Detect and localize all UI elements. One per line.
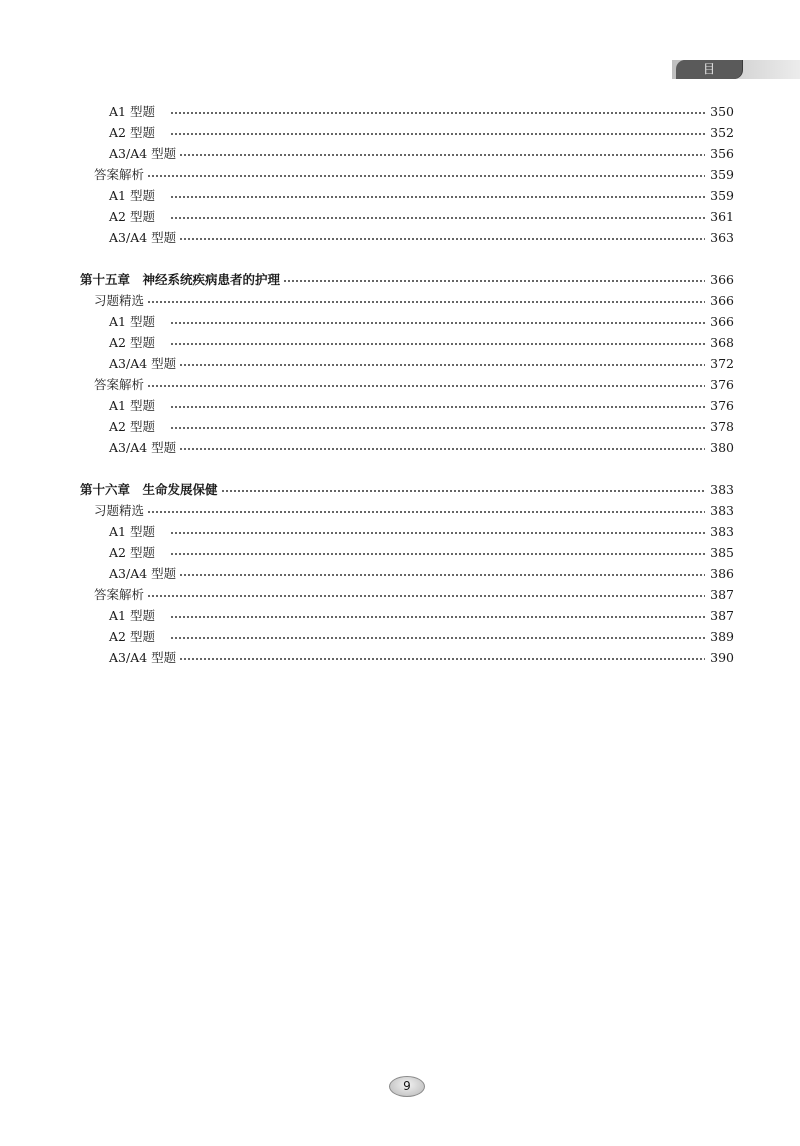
toc-entry-label: 习题精选 [94,503,145,518]
toc-chapter-15 [80,269,734,458]
dot-leader [170,196,705,198]
dot-leader [179,658,705,660]
toc-entry-label: A1 型题 [109,188,155,203]
toc-entry-a3a4[interactable] [80,227,734,248]
toc-entry-a3a4[interactable] [80,437,734,458]
dot-leader [147,175,705,177]
page-number-badge: 9 [389,1076,425,1097]
toc-entry-label: A1 型题 [109,524,155,539]
toc-entry-a3a4[interactable] [80,353,734,374]
dot-leader [179,364,705,366]
toc-entry-exercises[interactable] [80,500,734,521]
toc-entry-page: 378 [710,419,734,434]
toc-entry-page: 376 [710,398,734,413]
toc-entry-label: 习题精选 [94,293,145,308]
dot-leader [147,385,705,387]
toc-entry-page: 361 [710,209,734,224]
toc-entry-page: 387 [710,587,734,602]
dot-leader [170,637,705,639]
toc-entry-answers[interactable] [80,584,734,605]
dot-leader [179,448,705,450]
dot-leader [170,133,705,135]
toc-entry-a2[interactable] [80,206,734,227]
toc-entry-page: 383 [710,524,734,539]
toc-entry-label: A1 型题 [109,314,155,329]
toc-entry-label: A2 型题 [109,209,155,224]
toc-entry-page: 359 [710,167,734,182]
toc-entry-page: 372 [710,356,734,371]
chapter-heading[interactable] [80,269,734,290]
toc-entry-label: A3/A4 型题 [109,356,177,371]
toc-entry-page: 350 [710,104,734,119]
toc-entry-label: A3/A4 型题 [109,146,177,161]
toc-entry-page: 389 [710,629,734,644]
toc-entry-exercises[interactable] [80,290,734,311]
toc-entry-page: 385 [710,545,734,560]
toc-entry-a1[interactable] [80,311,734,332]
toc-entry-a3a4[interactable] [80,563,734,584]
toc-entry-label: A1 型题 [109,104,155,119]
chapter-page: 366 [710,272,734,287]
toc-entry-label: 答案解析 [94,587,145,602]
toc-entry-page: 376 [710,377,734,392]
toc-entry-a2[interactable] [80,332,734,353]
toc-entry-page: 366 [710,314,734,329]
toc-entry-a2[interactable] [80,626,734,647]
toc-entry-page: 363 [710,230,734,245]
table-of-contents [80,101,734,668]
dot-leader [170,343,705,345]
dot-leader [179,238,705,240]
dot-leader [147,595,705,597]
chapter-title: 第十六章 生命发展保健 [80,482,218,497]
toc-entry-a1[interactable] [80,101,734,122]
toc-entry-page: 352 [710,125,734,140]
toc-entry-label: A2 型题 [109,125,155,140]
toc-entry-page: 356 [710,146,734,161]
toc-continued-block [80,101,734,248]
toc-entry-a2[interactable] [80,416,734,437]
dot-leader [170,427,705,429]
toc-entry-page: 383 [710,503,734,518]
toc-entry-a2[interactable] [80,122,734,143]
toc-entry-a1[interactable] [80,185,734,206]
dot-leader [147,511,705,513]
toc-entry-label: A2 型题 [109,335,155,350]
chapter-title: 第十五章 神经系统疾病患者的护理 [80,272,281,287]
toc-entry-a1[interactable] [80,605,734,626]
toc-entry-label: A3/A4 型题 [109,650,177,665]
toc-entry-a2[interactable] [80,542,734,563]
dot-leader [170,406,705,408]
toc-entry-page: 380 [710,440,734,455]
toc-entry-label: A3/A4 型题 [109,440,177,455]
dot-leader [179,154,705,156]
dot-leader [170,112,705,114]
section-tab-contents: 目 录 [676,60,742,79]
toc-chapter-16 [80,479,734,668]
toc-entry-label: A1 型题 [109,608,155,623]
dot-leader [170,217,705,219]
dot-leader [170,532,705,534]
toc-entry-page: 386 [710,566,734,581]
toc-entry-label: A2 型题 [109,629,155,644]
dot-leader [179,574,705,576]
dot-leader [221,490,706,492]
toc-entry-a3a4[interactable] [80,647,734,668]
toc-entry-a1[interactable] [80,395,734,416]
dot-leader [170,616,705,618]
toc-entry-label: A1 型题 [109,398,155,413]
toc-entry-answers[interactable] [80,164,734,185]
chapter-heading[interactable] [80,479,734,500]
dot-leader [170,322,705,324]
toc-entry-label: A3/A4 型题 [109,230,177,245]
toc-entry-answers[interactable] [80,374,734,395]
toc-entry-a3a4[interactable] [80,143,734,164]
toc-entry-page: 387 [710,608,734,623]
toc-entry-label: A3/A4 型题 [109,566,177,581]
toc-entry-page: 368 [710,335,734,350]
toc-entry-label: A2 型题 [109,419,155,434]
dot-leader [170,553,705,555]
toc-entry-label: 答案解析 [94,377,145,392]
toc-entry-page: 366 [710,293,734,308]
toc-entry-page: 359 [710,188,734,203]
toc-entry-page: 390 [710,650,734,665]
dot-leader [283,280,705,282]
toc-entry-label: 答案解析 [94,167,145,182]
toc-entry-a1[interactable] [80,521,734,542]
chapter-page: 383 [710,482,734,497]
toc-entry-label: A2 型题 [109,545,155,560]
dot-leader [147,301,705,303]
